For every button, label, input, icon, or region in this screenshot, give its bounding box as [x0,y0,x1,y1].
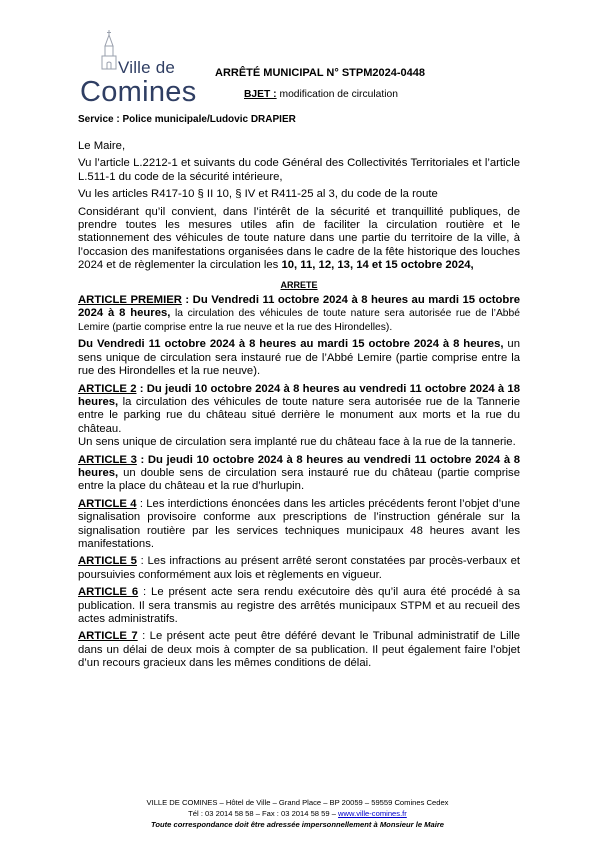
decree-body [78,140,520,675]
article-7-label: ARTICLE 7 [78,630,138,643]
page-footer [0,797,595,830]
article-premier-second-text: un sens unique de circulation sera instauré rue de l’Abbé Lemire (partie comprise entre la rue des Hirondelles et la rue neuve). [78,338,520,378]
salutation: Le Maire, [78,140,126,152]
article-4-text: : Les interdictions énoncées dans les articles précédents feront l’objet d’une signalisation provisoire conforme aux prescriptions de l’instruction générale sur la signalisation routière par les services techniques municipaux 48 heures avant les manifestations. [78,497,521,550]
considerant-dates: 10, 11, 12, 13, 14 et 15 octobre 2024, [281,259,474,272]
footer-address: VILLE DE COMINES – Hôtel de Ville – Grand Place – BP 20059 – 59559 Comines Cedex [146,798,449,807]
article-7-text: : Le présent acte peut être déféré devant le Tribunal administratif de Lille dans un délai de deux mois à compter de sa publication. Il peut également faire l’objet d’un recours gracieux dans les mêmes conditions de délai. [78,630,520,670]
article-6 [78,586,520,626]
website-link[interactable]: www.ville-comines.fr [338,809,407,818]
article-premier [78,294,520,334]
visa-code-route: Vu les articles R417-10 § II 10, § IV et R411-25 al 3, du code de la route [78,188,438,201]
footer-contact [0,808,595,819]
decree-title: ARRÊTÉ MUNICIPAL N° STPM2024-0448 [215,67,425,79]
decree-subject [244,89,398,100]
article-2-label: ARTICLE 2 [78,382,137,395]
article-2-dates: : Du jeudi 10 octobre 2024 à 8 heures au vendredi 11 octobre 2024 à 18 heures, [78,382,520,408]
logo-line-comines: Comines [80,76,197,108]
footer-phone-fax: Tél : 03 2014 58 58 – Fax : 03 2014 58 59 – [188,809,339,818]
article-6-label: ARTICLE 6 [78,586,139,599]
article-premier-sep: : Du [181,294,212,307]
article-premier-second [78,338,520,378]
footer-notice: Toute correspondance doit être adressée impersonnellement à Monsieur le Maire [150,820,444,829]
subject-text: modification de circulation [276,89,398,100]
considerant-text: Considérant qu’il convient, dans l’intérêt de la sécurité et tranquillité publiques, de prendre toutes les mesures utiles afin de faciliter la circulation routière et le stationnement des véhicules de toute nature dans une partie du territoire de la ville, à l’occasion des manifestations organisées dans le cadre de la fête historique des louches 2024 et de règlementer la circulation les [78,205,520,272]
article-2 [78,383,520,450]
article-3-dates: : Du jeudi 10 octobre 2024 à 8 heures au vendredi 11 octobre 2024 à 8 heures, [78,453,521,479]
article-3 [78,454,520,494]
arrete-heading: ARRETE [280,279,318,290]
article-5-text: : Les infractions au présent arrêté seront constatées par procès-verbaux et poursuivies conformément aux lois et règlements en vigueur. [78,555,521,581]
logo-line-ville: Ville de [118,58,176,77]
considerant [78,206,520,273]
article-premier-text: la circulation des véhicules de toute nature sera autorisée rue de l’Abbé Lemire (partie comprise entre la rue neuve et la rue des Hirondelles). [78,308,520,333]
subject-label: BJET : [244,89,277,100]
article-4 [78,498,520,552]
service-line: Service : Police municipale/Ludovic DRAPIER [78,114,296,125]
article-6-text: : Le présent acte sera rendu exécutoire dès qu’il aura été procédé à sa publication. Il sera transmis au registre des arrêtés municipaux STPM et au recueil des actes administratifs. [78,586,520,625]
article-2-text-2: Un sens unique de circulation sera implanté rue du château face à la rue de la tannerie. [78,436,516,449]
article-premier-dates: Vendredi 11 octobre 2024 à 8 heures au mardi 15 octobre 2024 à 8 heures, [78,294,520,320]
article-premier-second-dates: Du Vendredi 11 octobre 2024 à 8 heures au mardi 15 octobre 2024 à 8 heures, [78,338,504,351]
article-2-text: la circulation des véhicules de toute nature sera autorisée rue de la Tannerie entre le parking rue du château situé derrière le monument aux morts et la rue du château. [78,395,520,435]
article-3-text: un double sens de circulation sera instauré rue du château (partie comprise entre la place du château et la rue d’hurlupin. [78,466,520,493]
article-7 [78,630,520,670]
article-3-label: ARTICLE 3 [78,453,137,466]
article-4-label: ARTICLE 4 [78,497,137,510]
article-5-label: ARTICLE 5 [78,555,137,568]
article-5 [78,555,520,582]
ville-de-comines-logo [78,30,198,110]
visa-cgct: Vu l’article L.2212-1 et suivants du code Général des Collectivités Territoriales et l’article L.511-1 du code de la sécurité intérieure, [78,157,520,183]
article-premier-label: ARTICLE PREMIER [78,294,182,307]
